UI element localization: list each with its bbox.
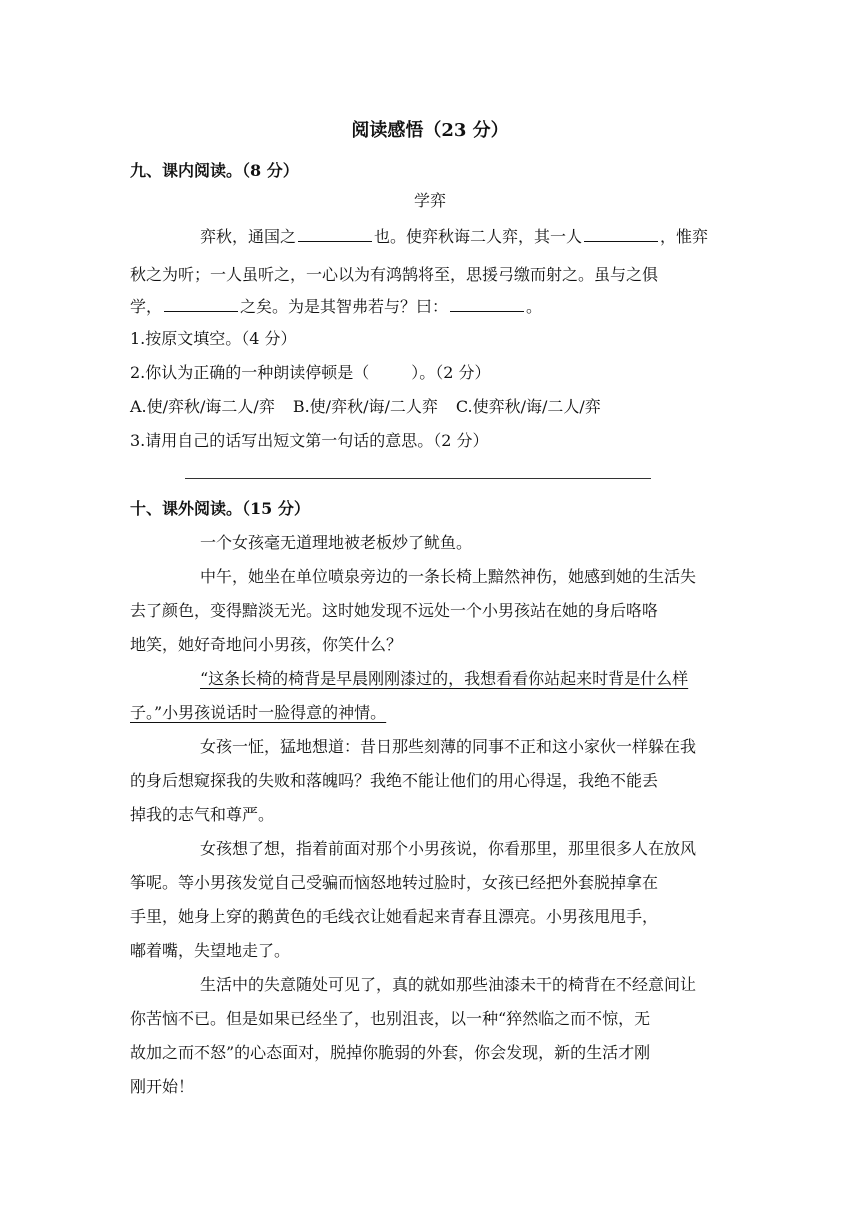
question-text: 2.你认为正确的一种朗读停顿是（ bbox=[130, 363, 370, 382]
question-3: 3.请用自己的话写出短文第一句话的意思。（2 分） bbox=[130, 431, 489, 450]
page-title: 阅读感悟（23 分） bbox=[351, 120, 509, 141]
passage-text: 也。使弈秋诲二人弈，其一人 bbox=[374, 227, 583, 246]
story-line: 故加之而不怒”的心态面对，脱掉你脆弱的外套，你会发现，新的生活才刚 bbox=[130, 1043, 651, 1062]
passage-line-1 bbox=[200, 224, 708, 247]
passage-text: 弈秋，通国之 bbox=[200, 227, 297, 246]
option-a: A.使/弈秋/诲二人/弈 bbox=[130, 397, 275, 416]
question-2-options bbox=[130, 394, 601, 417]
story-line-underlined: 子。”小男孩说话时一脸得意的神情。 bbox=[130, 703, 387, 722]
section-9-heading: 九、课内阅读。（8 分） bbox=[130, 161, 299, 180]
passage-text: 。 bbox=[526, 297, 543, 316]
option-b: B.使/弈秋/诲/二人弈 bbox=[292, 397, 438, 416]
passage-line-3 bbox=[130, 294, 542, 317]
story-line: 地笑，她好奇地问小男孩，你笑什么？ bbox=[130, 635, 403, 654]
story-line: 筝呢。等小男孩发觉自己受骗而恼怒地转过脸时，女孩已经把外套脱掉拿在 bbox=[130, 873, 659, 892]
passage-text: 学， bbox=[130, 297, 163, 316]
section-10-heading: 十、课外阅读。（15 分） bbox=[130, 499, 310, 518]
story-line: 一个女孩毫无道理地被老板炒了鱿鱼。 bbox=[200, 533, 473, 552]
option-c: C.使弈秋/诲/二人/弈 bbox=[455, 397, 601, 416]
story-line: 你苦恼不已。但是如果已经坐了，也别沮丧，以一种“猝然临之而不惊，无 bbox=[130, 1009, 651, 1028]
question-1: 1.按原文填空。（4 分） bbox=[130, 329, 297, 348]
story-line: 刚开始！ bbox=[130, 1077, 195, 1096]
question-2 bbox=[130, 360, 491, 383]
story-line: 女孩一怔，猛地想道：昔日那些刻薄的同事不正和这小家伙一样躲在我 bbox=[200, 737, 697, 756]
story-line: 中午，她坐在单位喷泉旁边的一条长椅上黯然神伤，她感到她的生活失 bbox=[200, 567, 697, 586]
question-text: ）。（2 分） bbox=[411, 363, 491, 382]
passage-text: ，惟弈 bbox=[660, 227, 709, 246]
fill-blank-1[interactable] bbox=[298, 227, 372, 242]
passage-title: 学弈 bbox=[413, 191, 446, 210]
story-line: 嘟着嘴，失望地走了。 bbox=[130, 941, 291, 960]
story-line: 掉我的志气和尊严。 bbox=[130, 805, 275, 824]
story-line-underlined: “这条长椅的椅背是早晨刚刚漆过的，我想看看你站起来时背是什么样 bbox=[200, 669, 689, 688]
story-line: 去了颜色，变得黯淡无光。这时她发现不远处一个小男孩站在她的身后咯咯 bbox=[130, 601, 659, 620]
story-line: 女孩想了想，指着前面对那个小男孩说，你看那里，那里很多人在放风 bbox=[200, 839, 697, 858]
fill-blank-3[interactable] bbox=[164, 297, 238, 312]
fill-blank-2[interactable] bbox=[584, 227, 658, 242]
story-line: 生活中的失意随处可见了，真的就如那些油漆未干的椅背在不经意间让 bbox=[200, 975, 697, 994]
story-line: 的身后想窥探我的失败和落魄吗？我绝不能让他们的用心得逞，我绝不能丢 bbox=[130, 771, 659, 790]
story-line: 手里，她身上穿的鹅黄色的毛线衣让她看起来青春且漂亮。小男孩甩甩手， bbox=[130, 907, 659, 926]
answer-line-q3[interactable] bbox=[185, 478, 651, 479]
fill-blank-4[interactable] bbox=[450, 297, 524, 312]
passage-text: 之矣。为是其智弗若与？曰： bbox=[240, 297, 449, 316]
passage-line-2: 秋之为听；一人虽听之，一心以为有鸿鹄将至，思援弓缴而射之。虽与之俱 bbox=[130, 265, 659, 284]
